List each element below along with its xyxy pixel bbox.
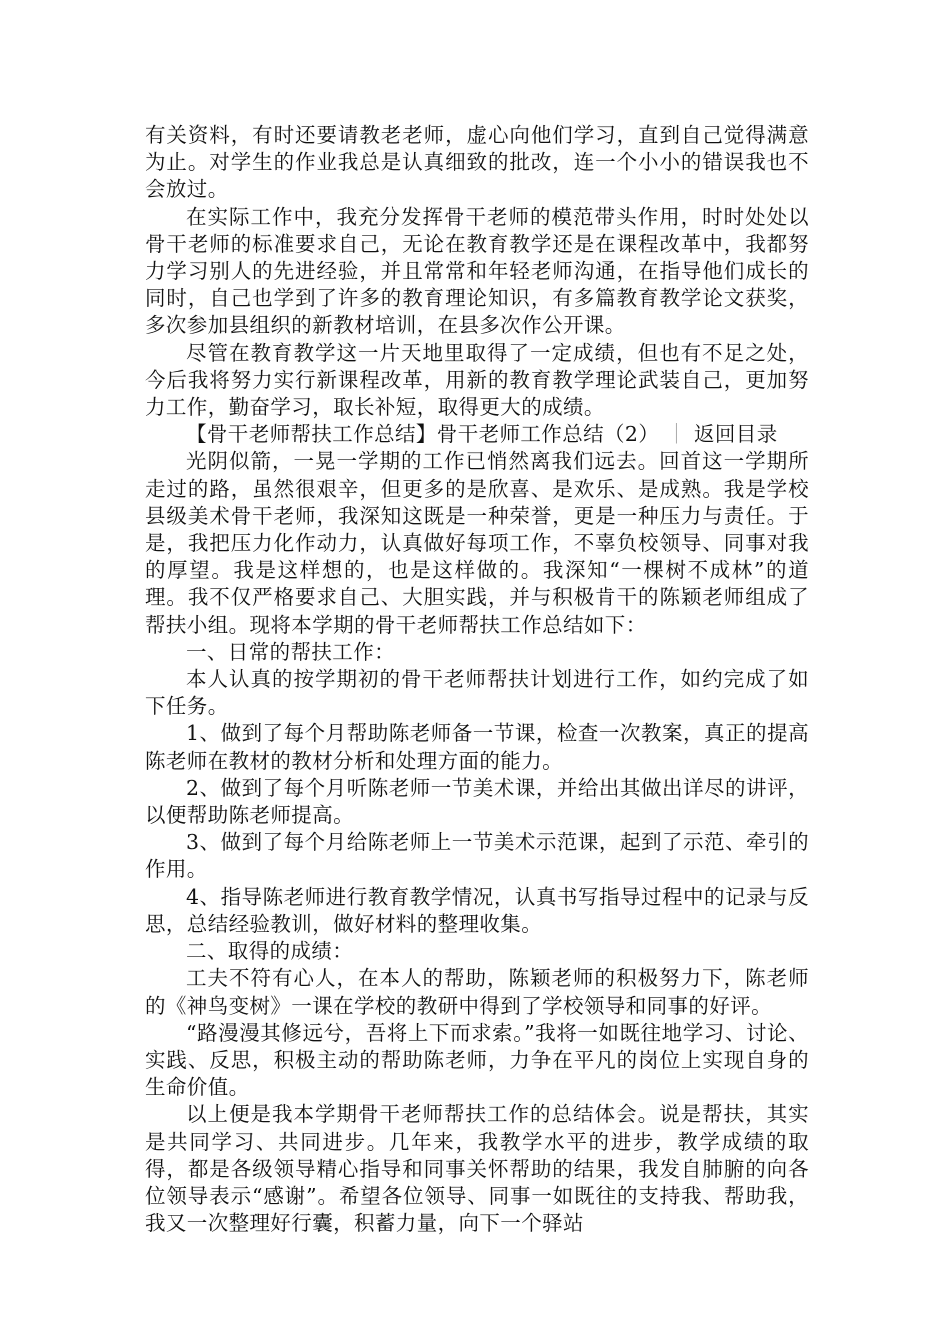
paragraph: 二、取得的成绩： (186, 939, 354, 964)
paragraph: 本人认真的按学期初的骨干老师帮扶计划进行工作，如约完成了如下任务。 (145, 667, 809, 719)
paragraph: 一、日常的帮扶工作： (186, 639, 395, 664)
list-item: 4、指导陈老师进行教育教学情况，认真书写指导过程中的记录与反思，总结经验教训，做好材料的整理收集。 (145, 884, 809, 936)
paragraph: 尽管在教育教学这一片天地里取得了一定成绩，但也有不足之处，今后我将努力实行新课程改革，用新的教育教学理论武装自己，更加努力工作，勤奋学习，取长补短，取得更大的成绩。 (145, 340, 809, 420)
document-page (145, 122, 809, 1237)
section-title: 【骨干老师帮扶工作总结】骨干老师工作总结（2） (186, 422, 660, 447)
list-item: 2、做到了每个月听陈老师一节美术课，并给出其做出详尽的讲评，以便帮助陈老师提高。 (145, 775, 809, 828)
list-item: 1、做到了每个月帮助陈老师备一节课，检查一次教案，真正的提高陈老师在教材的教材分析和处理方面的能力。 (145, 721, 809, 773)
paragraph: 以上便是我本学期骨干老师帮扶工作的总结体会。说是帮扶，其实是共同学习、共同进步。几年来，我教学水平的进步，教学成绩的取得，都是各级领导精心指导和同事关怀帮助的结果，我发自肺腑的向各位领导表示“感谢”。希望各位领导、同事一如既往的支持我、帮助我，我又一次整理好行囊，积蓄力量，向下一个驿站 (145, 1102, 809, 1236)
paragraph: “路漫漫其修远兮，吾将上下而求索。”我将一如既往地学习、讨论、实践、反思，积极主动的帮助陈老师，力争在平凡的岗位上实现自身的生命价值。 (145, 1020, 809, 1100)
section-heading (145, 421, 809, 448)
paragraph: 光阴似箭，一晃一学期的工作已悄然离我们远去。回首这一学期所走过的路，虽然很艰辛，但更多的是欣喜、是欢乐、是成熟。我是学校县级美术骨干老师，我深知这既是一种荣誉，更是一种压力与责任。于是，我把压力化作动力，认真做好每项工作，不辜负校领导、同事对我的厚望。我是这样想的，也是这样做的。我深知“一棵树不成林”的道理。我不仅严格要求自己、大胆实践，并与积极肯干的陈颖老师组成了帮扶小组。现将本学期的骨干老师帮扶工作总结如下： (145, 449, 809, 637)
paragraph: 有关资料，有时还要请教老老师，虚心向他们学习，直到自己觉得满意为止。对学生的作业我总是认真细致的批改，连一个小小的错误我也不会放过。 (145, 123, 809, 202)
back-to-toc-link[interactable]: 返回目录 (694, 422, 778, 447)
paragraph: 在实际工作中，我充分发挥骨干老师的模范带头作用，时时处处以骨干老师的标准要求自己，无论在教育教学还是在课程改革中，我都努力学习别人的先进经验，并且常常和年轻老师沟通，在指导他们成长的同时，自己也学到了许多的教育理论知识，有多篇教育教学论文获奖，多次参加县组织的新教材培训，在县多次作公开课。 (145, 204, 809, 338)
list-item: 3、做到了每个月给陈老师上一节美术示范课，起到了示范、牵引的作用。 (145, 830, 809, 882)
separator: ｜ (666, 422, 688, 447)
paragraph: 工夫不符有心人，在本人的帮助，陈颖老师的积极努力下，陈老师的《神鸟变树》一课在学校的教研中得到了学校领导和同事的好评。 (145, 966, 809, 1018)
